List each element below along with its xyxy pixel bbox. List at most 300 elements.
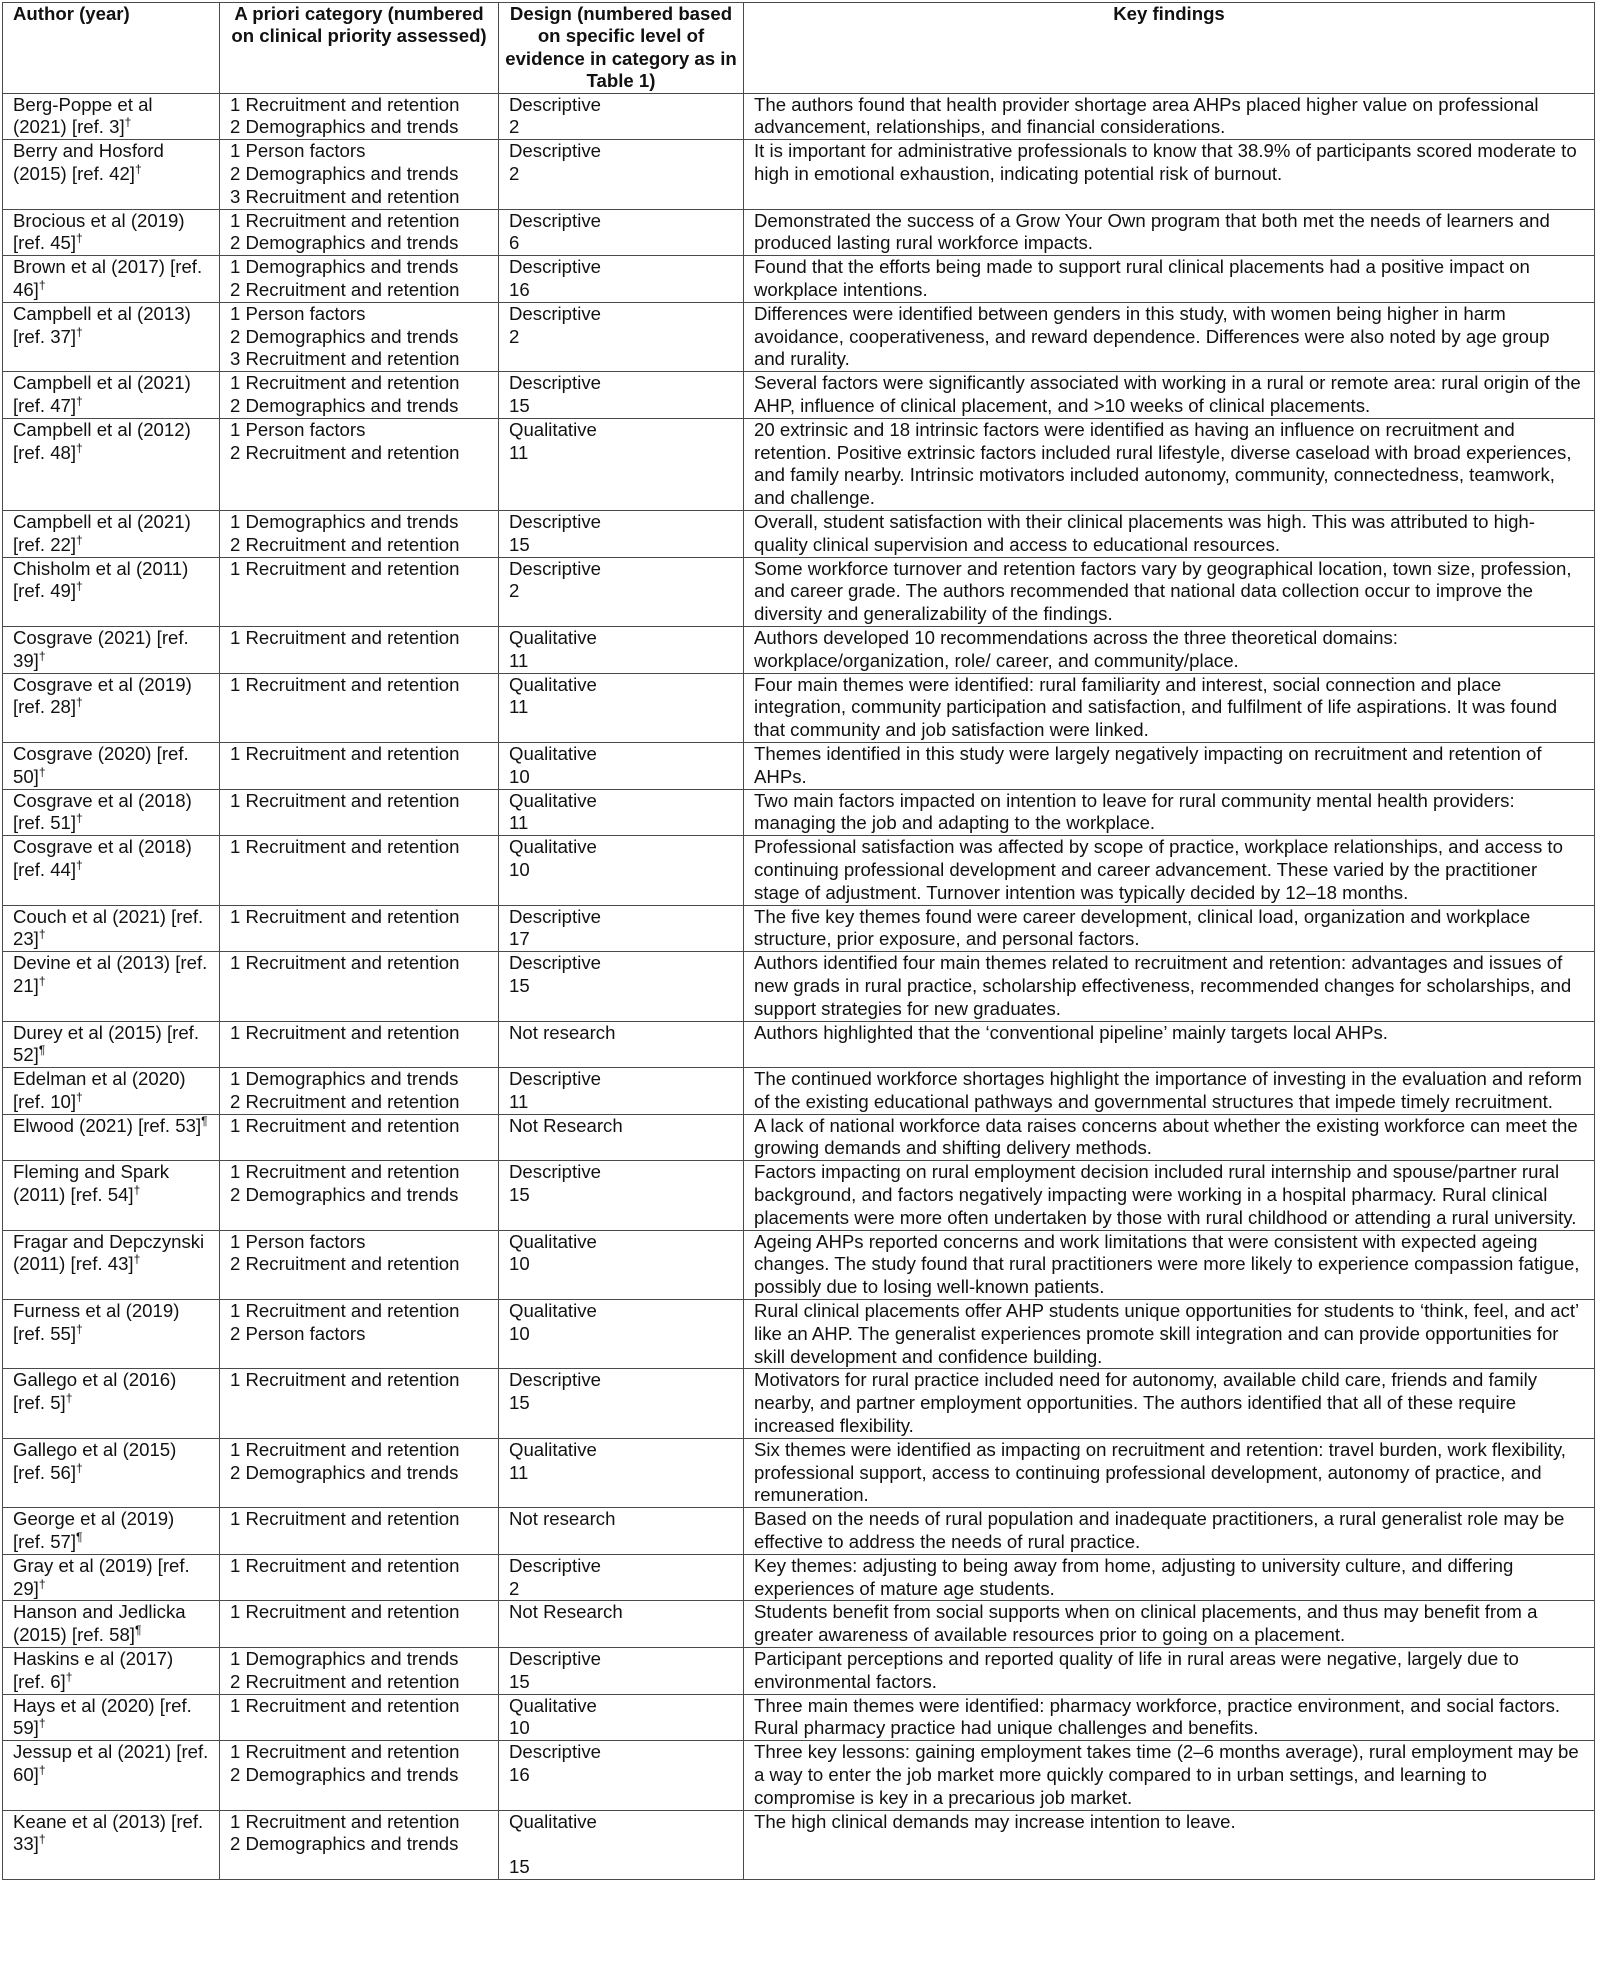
category-cell xyxy=(220,789,499,836)
category-item: 2 Demographics and trends xyxy=(230,1764,459,1785)
findings-cell: Demonstrated the success of a Grow Your Own program that both met the needs of learners and produced lasting rural workforce impacts. xyxy=(744,209,1595,256)
category-item: 1 Recruitment and retention xyxy=(230,626,460,648)
category-item: 1 Recruitment and retention xyxy=(230,952,460,974)
design-cell xyxy=(499,1114,744,1161)
design-cell xyxy=(499,1230,744,1299)
design-type: Descriptive xyxy=(509,256,601,278)
category-item: 1 Recruitment and retention xyxy=(230,209,460,231)
author-text: Cosgrave (2020) [ref. 50] xyxy=(13,742,189,787)
category-item: 1 Recruitment and retention xyxy=(230,1114,460,1136)
findings-cell: Several factors were significantly associated with working in a rural or remote area: rural origin of the AHP, influence of clinical placement, and >10 weeks of clinical placements. xyxy=(744,372,1595,419)
footnote-mark: † xyxy=(38,973,46,988)
findings-cell: Participant perceptions and reported quality of life in rural areas were negative, largely due to environmental factors. xyxy=(744,1648,1595,1695)
category-item: 2 Recruitment and retention xyxy=(230,441,460,463)
design-type: Descriptive xyxy=(509,93,601,115)
findings-cell: Differences were identified between genders in this study, with women being higher in harm avoidance, cooperativeness, and reward dependence. Differences were also noted by age group and rurality. xyxy=(744,302,1595,371)
evidence-level: 15 xyxy=(509,1856,530,1878)
category-item: 2 Demographics and trends xyxy=(230,1461,459,1483)
author-cell xyxy=(3,302,220,371)
category-item: 1 Recruitment and retention xyxy=(230,1161,460,1183)
table-row xyxy=(3,302,1595,371)
design-cell xyxy=(499,1161,744,1230)
design-cell xyxy=(499,418,744,510)
author-cell xyxy=(3,1694,220,1741)
table-row xyxy=(3,1300,1595,1369)
author-cell xyxy=(3,510,220,557)
author-text: Gallego et al (2016) [ref. 5] xyxy=(13,1369,177,1414)
author-cell xyxy=(3,1021,220,1068)
findings-cell: Two main factors impacted on intention to leave for rural community mental health providers: managing the job and adapting to the workplace. xyxy=(744,789,1595,836)
design-type: Descriptive xyxy=(509,1161,601,1183)
category-item: 3 Recruitment and retention xyxy=(230,185,460,207)
footnote-mark: † xyxy=(38,648,46,663)
author-cell xyxy=(3,1300,220,1369)
evidence-level: 10 xyxy=(509,1322,530,1344)
header-row xyxy=(3,3,1595,94)
category-item: 1 Person factors xyxy=(230,302,366,324)
design-type: Not research xyxy=(509,1508,616,1530)
design-cell xyxy=(499,1810,744,1879)
findings-cell: Ageing AHPs reported concerns and work limitations that were consistent with expected ageing changes. The study found that rural practitioners were more likely to experience compassion fatigue, possibly due to losing well-known patients. xyxy=(744,1230,1595,1299)
evidence-level: 11 xyxy=(509,441,529,463)
category-cell xyxy=(220,905,499,952)
evidence-level: 2 xyxy=(509,580,520,602)
table-row xyxy=(3,836,1595,905)
category-cell xyxy=(220,1554,499,1601)
table-row xyxy=(3,789,1595,836)
design-cell xyxy=(499,1648,744,1695)
evidence-level: 15 xyxy=(509,394,530,416)
category-item: 1 Demographics and trends xyxy=(230,1068,459,1090)
design-cell xyxy=(499,742,744,789)
design-type: Descriptive xyxy=(509,557,601,579)
evidence-level: 6 xyxy=(509,232,520,254)
category-item: 2 Recruitment and retention xyxy=(230,1670,460,1692)
findings-cell: Authors developed 10 recommendations across the three theoretical domains: workplace/organization, role/ career, and community/place. xyxy=(744,626,1595,673)
table-row xyxy=(3,1438,1595,1507)
category-item: 1 Recruitment and retention xyxy=(230,372,460,394)
table-row xyxy=(3,1554,1595,1601)
evidence-level: 15 xyxy=(509,533,530,555)
author-cell xyxy=(3,673,220,742)
footnote-mark: † xyxy=(76,579,83,594)
category-cell xyxy=(220,140,499,209)
table-row xyxy=(3,1508,1595,1555)
author-text: Couch et al (2021) [ref. 23] xyxy=(13,905,204,950)
author-text: Devine et al (2013) [ref. 21] xyxy=(13,952,208,996)
evidence-level: 11 xyxy=(509,812,529,834)
author-text: Elwood (2021) [ref. 53] xyxy=(13,1114,202,1136)
design-cell xyxy=(499,256,744,303)
evidence-level: 15 xyxy=(509,1184,530,1206)
author-text: Fragar and Depczynski (2011) [ref. 43] xyxy=(13,1230,205,1275)
findings-cell: Some workforce turnover and retention factors vary by geographical location, town size, profession, and career grade. The authors recommended that national data collection occur to improve the diversity and generalizability of the findings. xyxy=(744,557,1595,626)
category-item: 1 Demographics and trends xyxy=(230,256,459,278)
author-text: Durey et al (2015) [ref. 52] xyxy=(13,1021,200,1066)
table-body xyxy=(3,93,1595,1879)
design-type: Qualitative xyxy=(509,1810,597,1832)
findings-cell: Motivators for rural practice included need for autonomy, available child care, friends and family nearby, and partner employment opportunities. The authors identified that all of these require increased flexibility. xyxy=(744,1369,1595,1438)
footnote-mark: † xyxy=(134,161,142,176)
author-cell xyxy=(3,418,220,510)
design-type: Descriptive xyxy=(509,905,601,927)
author-text: Cosgrave et al (2018) [ref. 44] xyxy=(13,836,192,880)
design-cell xyxy=(499,1508,744,1555)
author-cell xyxy=(3,1810,220,1879)
table-row xyxy=(3,256,1595,303)
findings-cell: Key themes: adjusting to being away from home, adjusting to university culture, and differing experiences of mature age students. xyxy=(744,1554,1595,1601)
author-text: Gray et al (2019) [ref. 29] xyxy=(13,1554,190,1599)
author-text: Furness et al (2019) [ref. 55] xyxy=(13,1300,180,1344)
author-text: Campbell et al (2012) [ref. 48] xyxy=(13,418,191,463)
design-type: Qualitative xyxy=(509,742,597,764)
evidence-level: 15 xyxy=(509,1392,530,1414)
design-type: Descriptive xyxy=(509,1741,601,1763)
category-item: 1 Recruitment and retention xyxy=(230,1694,460,1716)
category-cell xyxy=(220,1648,499,1695)
evidence-level: 15 xyxy=(509,1670,530,1692)
table-row xyxy=(3,1114,1595,1161)
author-cell xyxy=(3,372,220,419)
evidence-level: 2 xyxy=(509,325,520,347)
author-text: Gallego et al (2015) [ref. 56] xyxy=(13,1438,177,1483)
category-item: 2 Demographics and trends xyxy=(230,1833,459,1855)
findings-cell: Themes identified in this study were largely negatively impacting on recruitment and retention of AHPs. xyxy=(744,742,1595,789)
footnote-mark: † xyxy=(76,857,83,872)
design-type: Qualitative xyxy=(509,836,597,858)
category-item: 2 Recruitment and retention xyxy=(230,279,460,300)
author-text: Hanson and Jedlicka (2015) [ref. 58] xyxy=(13,1601,186,1646)
design-type: Qualitative xyxy=(509,626,597,648)
category-item: 2 Recruitment and retention xyxy=(230,533,460,555)
category-cell xyxy=(220,1508,499,1555)
table-row xyxy=(3,93,1595,140)
evidence-level: 16 xyxy=(509,279,530,300)
design-cell xyxy=(499,140,744,209)
footnote-mark: † xyxy=(76,393,83,408)
author-text: Brown et al (2017) [ref. 46] xyxy=(13,256,203,300)
category-cell xyxy=(220,836,499,905)
evidence-level: 2 xyxy=(509,163,520,185)
findings-cell: Based on the needs of rural population and inadequate practitioners, a rural generalist role may be effective to address the needs of rural practice. xyxy=(744,1508,1595,1555)
design-cell xyxy=(499,1438,744,1507)
header-category: A priori category (numbered on clinical priority assessed) xyxy=(220,3,499,94)
category-item: 3 Recruitment and retention xyxy=(230,348,460,370)
findings-cell: Four main themes were identified: rural familiarity and interest, social connection and place integration, community participation and satisfaction, and fulfilment of life aspirations. It was found that community and job satisfaction were linked. xyxy=(744,673,1595,742)
design-cell xyxy=(499,1369,744,1438)
design-cell xyxy=(499,905,744,952)
findings-cell: The five key themes found were career development, clinical load, organization and workplace structure, prior exposure, and personal factors. xyxy=(744,905,1595,952)
table-row xyxy=(3,372,1595,419)
category-item: 1 Recruitment and retention xyxy=(230,1369,460,1391)
author-cell xyxy=(3,1554,220,1601)
footnote-mark: † xyxy=(38,1762,46,1777)
design-type: Qualitative xyxy=(509,418,597,440)
category-cell xyxy=(220,557,499,626)
design-cell xyxy=(499,557,744,626)
category-item: 1 Recruitment and retention xyxy=(230,557,460,579)
category-cell xyxy=(220,510,499,557)
table-row xyxy=(3,1369,1595,1438)
design-cell xyxy=(499,789,744,836)
category-cell xyxy=(220,1161,499,1230)
evidence-level: 2 xyxy=(509,1577,520,1599)
table-row xyxy=(3,1601,1595,1648)
footnote-mark: † xyxy=(38,1716,46,1731)
author-text: Jessup et al (2021) [ref. 60] xyxy=(13,1741,209,1785)
author-text: Berg-Poppe et al (2021) [ref. 3] xyxy=(13,93,153,138)
category-item: 1 Recruitment and retention xyxy=(230,673,460,695)
design-type: Descriptive xyxy=(509,1369,601,1391)
category-cell xyxy=(220,1438,499,1507)
category-item: 1 Person factors xyxy=(230,418,366,440)
category-cell xyxy=(220,209,499,256)
evidence-level: 11 xyxy=(509,649,529,671)
category-cell xyxy=(220,1741,499,1810)
category-item: 2 Recruitment and retention xyxy=(230,1090,460,1112)
design-cell xyxy=(499,952,744,1021)
category-item: 2 Demographics and trends xyxy=(230,325,459,347)
table-row xyxy=(3,1021,1595,1068)
table-row xyxy=(3,209,1595,256)
findings-cell: It is important for administrative professionals to know that 38.9% of participants scored moderate to high in emotional exhaustion, indicating potential risk of burnout. xyxy=(744,140,1595,209)
author-text: Edelman et al (2020) [ref. 10] xyxy=(13,1068,186,1112)
footnote-mark: † xyxy=(76,1321,83,1336)
category-cell xyxy=(220,1810,499,1879)
author-text: Campbell et al (2021) [ref. 47] xyxy=(13,372,191,416)
category-item: 1 Recruitment and retention xyxy=(230,93,460,115)
design-cell xyxy=(499,1601,744,1648)
category-cell xyxy=(220,1601,499,1648)
footnote-mark: † xyxy=(38,927,46,942)
findings-cell: A lack of national workforce data raises concerns about whether the existing workforce can meet the growing demands and shifting delivery methods. xyxy=(744,1114,1595,1161)
table-row xyxy=(3,1068,1595,1115)
author-text: Campbell et al (2013) [ref. 37] xyxy=(13,302,191,347)
author-cell xyxy=(3,742,220,789)
category-item: 1 Person factors xyxy=(230,1230,366,1252)
evidence-level: 11 xyxy=(509,696,529,718)
design-type: Descriptive xyxy=(509,952,601,974)
design-type: Descriptive xyxy=(509,1068,601,1090)
design-type: Descriptive xyxy=(509,1554,601,1576)
category-cell xyxy=(220,1300,499,1369)
evidence-level: 10 xyxy=(509,765,530,787)
design-type: Descriptive xyxy=(509,1648,601,1670)
category-item: 1 Recruitment and retention xyxy=(230,836,460,858)
table-row xyxy=(3,1648,1595,1695)
design-type: Qualitative xyxy=(509,673,597,695)
design-type: Descriptive xyxy=(509,302,601,324)
findings-cell: 20 extrinsic and 18 intrinsic factors were identified as having an influence on recruitment and retention. Positive extrinsic factors included rural lifestyle, diverse caseload with broad experiences, and family nearby. Intrinsic motivators included autonomy, community, connectedness, teamwork, and challenge. xyxy=(744,418,1595,510)
table-row xyxy=(3,905,1595,952)
design-cell xyxy=(499,93,744,140)
design-type: Descriptive xyxy=(509,140,601,162)
author-cell xyxy=(3,1230,220,1299)
footnote-mark: † xyxy=(65,1391,73,1406)
footnote-mark: † xyxy=(76,532,83,547)
author-cell xyxy=(3,1741,220,1810)
design-type: Not Research xyxy=(509,1114,623,1136)
category-cell xyxy=(220,673,499,742)
category-item: 1 Recruitment and retention xyxy=(230,905,460,927)
author-cell xyxy=(3,1508,220,1555)
author-cell xyxy=(3,93,220,140)
findings-cell: Authors highlighted that the ‘conventional pipeline’ mainly targets local AHPs. xyxy=(744,1021,1595,1068)
category-item: 2 Demographics and trends xyxy=(230,116,459,138)
author-text: Brocious et al (2019) [ref. 45] xyxy=(13,209,185,254)
footnote-mark: † xyxy=(38,1832,46,1847)
footnote-mark: † xyxy=(38,277,46,292)
footnote-mark: † xyxy=(76,1460,83,1475)
category-item: 2 Person factors xyxy=(230,1322,366,1344)
author-cell xyxy=(3,140,220,209)
table-row xyxy=(3,952,1595,1021)
table-row xyxy=(3,510,1595,557)
category-cell xyxy=(220,302,499,371)
design-cell xyxy=(499,1694,744,1741)
design-type: Not Research xyxy=(509,1601,623,1623)
author-text: Hays et al (2020) [ref. 59] xyxy=(13,1694,192,1739)
design-cell xyxy=(499,626,744,673)
footnote-mark: † xyxy=(38,764,46,779)
header-design: Design (numbered based on specific level of evidence in category as in Table 1) xyxy=(499,3,744,94)
evidence-level: 2 xyxy=(509,116,520,138)
category-item: 1 Recruitment and retention xyxy=(230,1508,460,1530)
evidence-level: 10 xyxy=(509,858,530,880)
category-cell xyxy=(220,1369,499,1438)
author-cell xyxy=(3,557,220,626)
table-row xyxy=(3,1694,1595,1741)
author-text: Cosgrave (2021) [ref. 39] xyxy=(13,626,189,671)
findings-cell: Three key lessons: gaining employment takes time (2–6 months average), rural employment may be a way to enter the job market more quickly compared to in urban settings, and learning to compromise is key in a precarious job market. xyxy=(744,1741,1595,1810)
review-table xyxy=(2,2,1595,1880)
author-cell xyxy=(3,1369,220,1438)
evidence-level: 10 xyxy=(509,1717,530,1739)
findings-cell: The continued workforce shortages highlight the importance of investing in the evaluation and reform of the existing educational pathways and governmental structures that impede timely recruitment. xyxy=(744,1068,1595,1115)
category-cell xyxy=(220,1694,499,1741)
author-text: Fleming and Spark (2011) [ref. 54] xyxy=(13,1161,170,1206)
design-type: Qualitative xyxy=(509,1300,597,1322)
footnote-mark: † xyxy=(76,324,83,339)
design-type: Descriptive xyxy=(509,372,601,394)
category-item: 1 Recruitment and retention xyxy=(230,1300,460,1322)
design-cell xyxy=(499,1554,744,1601)
author-cell xyxy=(3,789,220,836)
findings-cell: Authors identified four main themes related to recruitment and retention: advantages and issues of new grads in rural practice, scholarship effectiveness, recommended changes for scholarships, and support strategies for new graduates. xyxy=(744,952,1595,1021)
footnote-mark: † xyxy=(65,1669,73,1684)
footnote-mark: ¶ xyxy=(134,1623,142,1638)
category-cell xyxy=(220,256,499,303)
category-item: 2 Demographics and trends xyxy=(230,394,459,416)
design-cell xyxy=(499,510,744,557)
category-item: 1 Recruitment and retention xyxy=(230,1601,460,1623)
author-text: Cosgrave et al (2019) [ref. 28] xyxy=(13,673,192,718)
design-type: Qualitative xyxy=(509,1694,597,1716)
design-cell xyxy=(499,673,744,742)
design-type: Qualitative xyxy=(509,789,597,811)
category-cell xyxy=(220,1021,499,1068)
footnote-mark: ¶ xyxy=(76,1529,83,1544)
category-cell xyxy=(220,626,499,673)
category-item: 2 Demographics and trends xyxy=(230,232,459,254)
findings-cell: The high clinical demands may increase intention to leave. xyxy=(744,1810,1595,1879)
author-cell xyxy=(3,209,220,256)
design-type: Qualitative xyxy=(509,1230,597,1252)
evidence-level: 10 xyxy=(509,1253,530,1275)
design-cell xyxy=(499,1021,744,1068)
findings-cell: Factors impacting on rural employment decision included rural internship and spouse/partner rural background, and factors negatively impacting were working in a hospital pharmacy. Rural clinical placements were more often undertaken by those with rural childhood or attending a rural university. xyxy=(744,1161,1595,1230)
category-cell xyxy=(220,742,499,789)
design-cell xyxy=(499,1741,744,1810)
author-text: Cosgrave et al (2018) [ref. 51] xyxy=(13,789,192,834)
header-findings: Key findings xyxy=(744,3,1595,94)
author-text: Haskins e al (2017) [ref. 6] xyxy=(13,1648,174,1692)
author-cell xyxy=(3,1648,220,1695)
table-row xyxy=(3,557,1595,626)
footnote-mark: ¶ xyxy=(201,1114,208,1128)
design-type: Qualitative xyxy=(509,1438,597,1460)
category-cell xyxy=(220,1114,499,1161)
footnote-mark: † xyxy=(133,1182,141,1197)
category-cell xyxy=(220,418,499,510)
category-cell xyxy=(220,372,499,419)
table-row xyxy=(3,1810,1595,1879)
design-cell xyxy=(499,209,744,256)
footnote-mark: † xyxy=(133,1252,141,1267)
author-cell xyxy=(3,256,220,303)
table-row xyxy=(3,1741,1595,1810)
author-cell xyxy=(3,836,220,905)
footnote-mark: † xyxy=(124,115,132,130)
category-item: 1 Recruitment and retention xyxy=(230,1021,460,1043)
author-text: George et al (2019) [ref. 57] xyxy=(13,1508,175,1553)
category-cell xyxy=(220,93,499,140)
design-cell xyxy=(499,372,744,419)
footnote-mark: † xyxy=(38,1576,46,1591)
findings-cell: Students benefit from social supports when on clinical placements, and thus may benefit from a greater awareness of available resources prior to going on a placement. xyxy=(744,1601,1595,1648)
header-author: Author (year) xyxy=(3,3,220,94)
evidence-level: 11 xyxy=(509,1090,529,1112)
design-cell xyxy=(499,1068,744,1115)
author-cell xyxy=(3,1438,220,1507)
category-item: 2 Recruitment and retention xyxy=(230,1253,460,1275)
table-row xyxy=(3,1230,1595,1299)
category-item: 1 Recruitment and retention xyxy=(230,1554,460,1576)
findings-cell: Three main themes were identified: pharmacy workforce, practice environment, and social factors. Rural pharmacy practice had unique challenges and benefits. xyxy=(744,1694,1595,1741)
author-cell xyxy=(3,1601,220,1648)
author-cell xyxy=(3,1068,220,1115)
author-cell xyxy=(3,905,220,952)
findings-cell: Professional satisfaction was affected by scope of practice, workplace relationships, and access to continuing professional development and career advancement. These varied by the practitioner stage of adjustment. Turnover intention was typically decided by 12–18 months. xyxy=(744,836,1595,905)
footnote-mark: † xyxy=(76,1089,83,1104)
author-text: Campbell et al (2021) [ref. 22] xyxy=(13,510,191,555)
author-text: Chisholm et al (2011) [ref. 49] xyxy=(13,557,189,602)
table-row xyxy=(3,626,1595,673)
design-type: Descriptive xyxy=(509,510,601,532)
findings-cell: Overall, student satisfaction with their clinical placements was high. This was attributed to high-quality clinical supervision and access to educational resources. xyxy=(744,510,1595,557)
evidence-level: 11 xyxy=(509,1461,529,1483)
design-cell xyxy=(499,836,744,905)
evidence-level: 16 xyxy=(509,1764,530,1785)
footnote-mark: † xyxy=(76,231,83,246)
category-item: 1 Person factors xyxy=(230,140,366,162)
author-text: Keane et al (2013) [ref. 33] xyxy=(13,1810,204,1855)
findings-cell: Found that the efforts being made to support rural clinical placements had a positive impact on workplace intentions. xyxy=(744,256,1595,303)
category-item: 2 Demographics and trends xyxy=(230,163,459,185)
category-item: 2 Demographics and trends xyxy=(230,1184,459,1206)
category-item: 1 Recruitment and retention xyxy=(230,1438,460,1460)
evidence-level: 17 xyxy=(509,928,530,950)
